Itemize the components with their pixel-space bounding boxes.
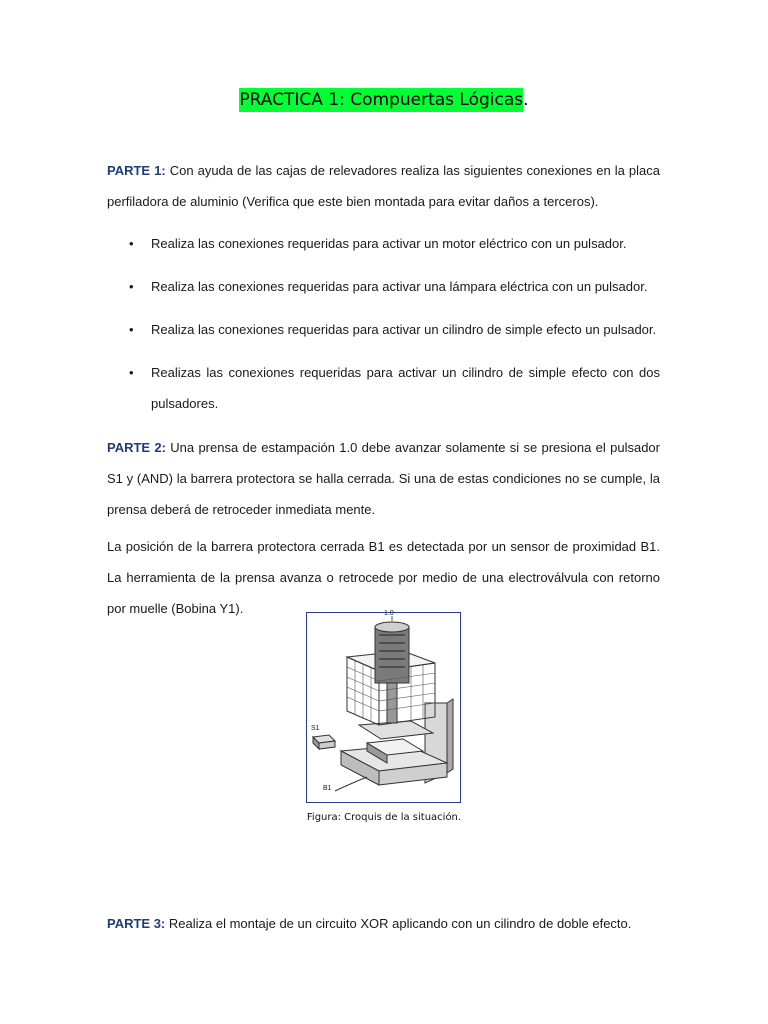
parte3-paragraph bbox=[107, 908, 660, 939]
parte1-paragraph bbox=[107, 155, 660, 217]
title-highlight: PRACTICA 1: Compuertas Lógicas bbox=[239, 90, 524, 110]
bullet-icon: • bbox=[129, 279, 134, 294]
parte2-paragraph-2: La posición de la barrera protectora cerrada B1 es detectada por un sensor de proximidad B1. La herramienta de la prensa avanza o retrocede por medio de una electroválvula con retorno por muelle (Bobina Y1). bbox=[107, 539, 660, 616]
label-s1: S1 bbox=[311, 725, 320, 732]
list-item: • Realiza las conexiones requeridas para activar un cilindro de simple efecto un pulsador. bbox=[107, 314, 660, 345]
press-sketch-icon bbox=[307, 613, 460, 802]
title-period: . bbox=[523, 90, 529, 110]
bullet-icon: • bbox=[129, 236, 134, 251]
parte1-label: PARTE 1: bbox=[107, 163, 166, 178]
list-item: • Realizas las conexiones requeridas para activar un cilindro de simple efecto con dos pulsadores. bbox=[107, 357, 660, 419]
parte2-label: PARTE 2: bbox=[107, 440, 166, 455]
list-item: • Realiza las conexiones requeridas para activar un motor eléctrico con un pulsador. bbox=[107, 228, 660, 259]
parte2-paragraph bbox=[107, 432, 660, 525]
parte3-label: PARTE 3: bbox=[107, 916, 166, 931]
label-1-0: 1.0 bbox=[384, 610, 394, 617]
figure-caption: Figura: Croquis de la situación. bbox=[306, 812, 462, 823]
press-sketch-figure bbox=[306, 612, 461, 803]
page-title bbox=[0, 90, 768, 110]
parte1-text: Con ayuda de las cajas de relevadores realiza las siguientes conexiones en la placa perfiladora de aluminio (Verifica que este bien montada para evitar daños a terceros). bbox=[107, 163, 660, 209]
parte3-text: Realiza el montaje de un circuito XOR aplicando con un cilindro de doble efecto. bbox=[168, 916, 632, 931]
parte2-text: Una prensa de estampación 1.0 debe avanzar solamente si se presiona el pulsador S1 y (AND) la barrera protectora se halla cerrada. Si una de estas condiciones no se cumple, la prensa deberá de retroceder inmediata mente. bbox=[107, 440, 660, 517]
parte1-bullet-list bbox=[107, 228, 660, 419]
bullet-icon: • bbox=[129, 322, 134, 337]
list-item: • Realiza las conexiones requeridas para activar una lámpara eléctrica con un pulsador. bbox=[107, 271, 660, 302]
label-b1: B1 bbox=[323, 785, 332, 792]
bullet-icon: • bbox=[129, 365, 134, 380]
